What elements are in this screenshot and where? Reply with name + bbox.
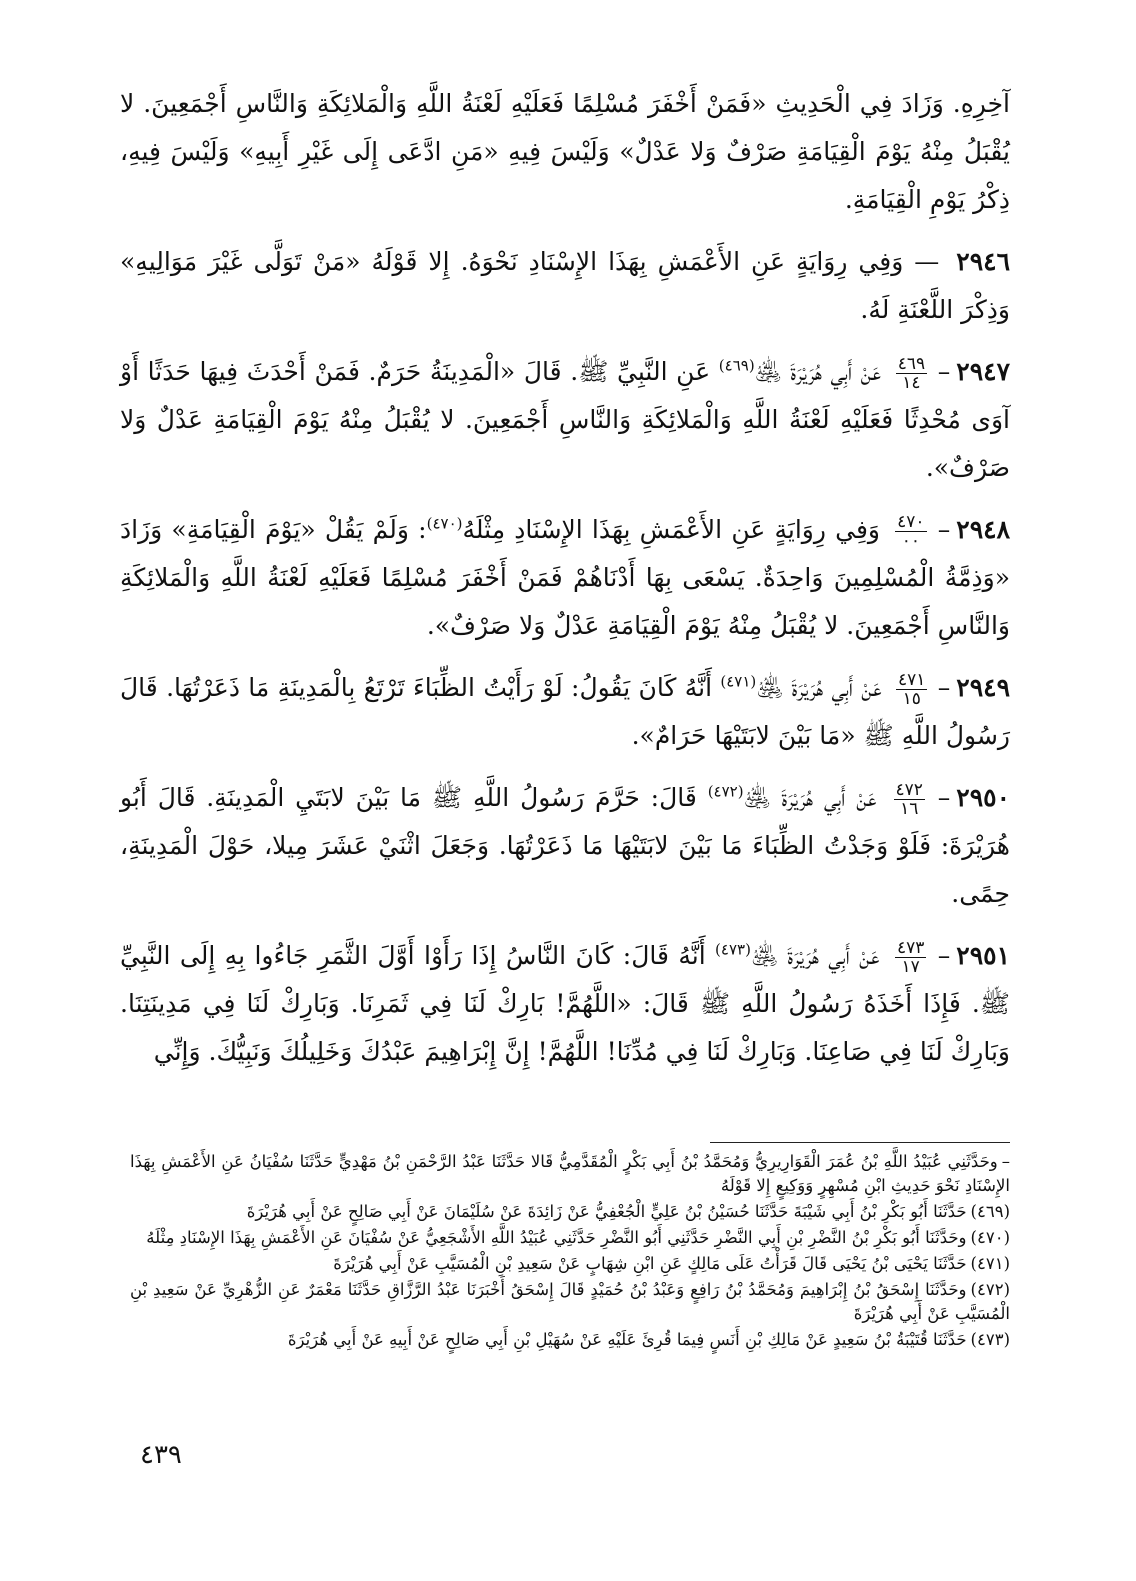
paragraph-text: أَنَّهُ قَالَ: كَانَ النَّاسُ إِذَا رَأَوْا أَوَّلَ الثَّمَرِ جَاءُوا بِهِ إِلَى النَّبِيِّ ﷺ. فَإِذَا أَخَذَهُ رَسُولُ اللَّهِ ﷺ قَالَ: «اللَّهُمَّ! بَارِكْ لَنَا فِي ثَمَرِنَا. وَبَارِكْ لَنَا فِي مَدِينَتِنَا. وَبَارِكْ لَنَا فِي صَاعِنَا. وَبَارِكْ لَنَا فِي مُدِّنَا! اللَّهُمَّ! إِنَّ إِبْرَاهِيمَ عَبْدُكَ وَخَلِيلُكَ وَنَبِيُّكَ. وَإِنِّي xyxy=(120,941,1010,1066)
hadith-number: ٢٩٤٨ xyxy=(956,515,1010,544)
footnote-text: وحَدَّثَنَا إِسْحَقُ بْنُ إِبْرَاهِيمَ وَمُحَمَّدُ بْنُ رَافِعٍ وَعَبْدُ بْنُ حُمَيْدٍ قَالَ إِسْحَقُ أَخْبَرَنَا عَبْدُ الرَّزَّاقِ حَدَّثَنَا مَعْمَرٌ عَنِ الزُّهْرِيِّ عَنْ سَعِيدِ بْنِ الْمُسَيَّبِ عَنْ أَبِي هُرَيْرَةَ xyxy=(130,1280,1010,1323)
footnote-ref[interactable]: (٤٦٩) xyxy=(718,356,755,375)
hadith-number: ٢٩٤٧ xyxy=(956,357,1010,386)
footnotes xyxy=(130,1150,1010,1354)
footnote-label: (٤٧٠) xyxy=(970,1228,1010,1247)
footnote-text: وحَدَّثَنَا أَبُو بَكْرِ بْنُ النَّضْرِ بْنِ أَبِي النَّضْرِ حَدَّثَنِي أَبُو النَّضْرِ حَدَّثَنِي عُبَيْدُ اللَّهِ الأَشْجَعِيُّ عَنْ سُفْيَانَ عَنِ الأَعْمَشِ بِهَذَا الإِسْنَادِ مِثْلَهُ xyxy=(146,1228,967,1247)
footnote-ref[interactable]: (٤٧١) xyxy=(720,672,757,691)
footnote-label: (٤٧٣) xyxy=(970,1330,1010,1349)
hadith-2948: ٢٩٤٨– $\frac{٤٧٠}{٠٠}$ وَفِي رِوَايَةٍ عَنِ الأَعْمَشِ بِهَذَا الإِسْنَادِ مِثْلَهُ$^{(٤٧٠)}$: وَلَمْ يَقُلْ «يَوْمَ الْقِيَامَةِ» وَزَادَ «وَذِمَّةُ الْمُسْلِمِينَ وَاحِدَةٌ. يَسْعَى بِهَا أَدْنَاهُمْ فَمَنْ أَخْفَرَ مُسْلِمًا فَعَلَيْهِ لَعْنَةُ اللَّهِ وَالْمَلائِكَةِ وَالنَّاسِ أَجْمَعِينَ. لا يُقْبَلُ مِنْهُ يَوْمَ الْقِيَامَةِ عَدْلٌ وَلا صَرْفٌ». xyxy=(120,512,1010,640)
footnote-text: حَدَّثَنَا يَحْيَى بْنُ يَحْيَى قَالَ قَرَأْتُ عَلَى مَالِكٍ عَنِ ابْنِ شِهَابٍ عَنْ سَعِيدِ بْنِ الْمُسَيَّبِ عَنْ أَبِي هُرَيْرَةَ xyxy=(333,1254,967,1273)
footnote-ref[interactable]: (٤٧٢) xyxy=(707,782,744,801)
footnote-item xyxy=(130,1252,1010,1276)
main-text xyxy=(120,80,1010,1090)
footnote-label: (٤٧١) xyxy=(970,1254,1010,1273)
footnote-label: (٤٧٢) xyxy=(970,1280,1010,1299)
hadith-2950: ٢٩٥٠– $\frac{٤٧٢}{١٦}$ عَنْ أَبِي هُرَيْرَةَ ﵁$^{(٤٧٢)}$ قَالَ: حَرَّمَ رَسُولُ اللَّهِ ﷺ مَا بَيْنَ لابَتَيِ الْمَدِينَةِ. قَالَ أَبُو هُرَيْرَةَ: فَلَوْ وَجَدْتُ الظِّبَاءَ مَا بَيْنَ لابَتَيْهَا مَا ذَعَرْتُهَا. وَجَعَلَ اثْنَيْ عَشَرَ مِيلا، حَوْلَ الْمَدِينَةِ، حِمًى. xyxy=(120,780,1010,908)
footnote-label: (٤٦٩) xyxy=(970,1202,1010,1221)
hadith-2946 xyxy=(120,238,1010,334)
hadith-fraction: $\frac{٤٧١}{١٥}$ xyxy=(898,670,926,709)
hadith-fraction: $\frac{٤٧٣}{١٧}$ xyxy=(896,938,925,977)
hadith-2951: ٢٩٥١– $\frac{٤٧٣}{١٧}$ عَنْ أَبِي هُرَيْرَةَ ﵁$^{(٤٧٣)}$ أَنَّهُ قَالَ: كَانَ النَّاسُ إِذَا رَأَوْا أَوَّلَ الثَّمَرِ جَاءُوا بِهِ إِلَى النَّبِيِّ ﷺ. فَإِذَا أَخَذَهُ رَسُولُ اللَّهِ ﷺ قَالَ: «اللَّهُمَّ! بَارِكْ لَنَا فِي ثَمَرِنَا. وَبَارِكْ لَنَا فِي مَدِينَتِنَا. وَبَارِكْ لَنَا فِي صَاعِنَا. وَبَارِكْ لَنَا فِي مُدِّنَا! اللَّهُمَّ! إِنَّ إِبْرَاهِيمَ عَبْدُكَ وَخَلِيلُكَ وَنَبِيُّكَ. وَإِنِّي xyxy=(120,938,1010,1066)
paragraph-continuation xyxy=(120,80,1010,224)
paragraph-text: عَنْ أَبِي هُرَيْرَةَ ﵁ xyxy=(750,941,880,970)
paragraph-text: عَنْ أَبِي هُرَيْرَةَ ﵁ xyxy=(754,357,882,386)
footnote-ref[interactable]: (٤٧٣) xyxy=(715,940,751,959)
hadith-2947: ٢٩٤٧– $\frac{٤٦٩}{١٤}$ عَنْ أَبِي هُرَيْرَةَ ﵁$^{(٤٦٩)}$ عَنِ النَّبِيِّ ﷺ. قَالَ «الْمَدِينَةُ حَرَمٌ. فَمَنْ أَحْدَثَ فِيهَا حَدَثًا أَوْ آوَى مُحْدِثًا فَعَلَيْهِ لَعْنَةُ اللَّهِ وَالْمَلائِكَةِ وَالنَّاسِ أَجْمَعِينَ. لا يُقْبَلُ مِنْهُ يَوْمَ الْقِيَامَةِ عَدْلٌ وَلا صَرْفٌ». xyxy=(120,354,1010,482)
footnote-text: حَدَّثَنَا قُتَيْبَةُ بْنُ سَعِيدٍ عَنْ مَالِكِ بْنِ أَنَسٍ فِيمَا قُرِئَ عَلَيْهِ عَنْ سُهَيْلِ بْنِ أَبِي صَالِحٍ عَنْ أَبِيهِ عَنْ أَبِي هُرَيْرَةَ xyxy=(287,1330,967,1349)
paragraph-text: قَالَ: حَرَّمَ رَسُولُ اللَّهِ ﷺ مَا بَيْنَ لابَتَيِ الْمَدِينَةِ. قَالَ أَبُو هُرَيْرَةَ: فَلَوْ وَجَدْتُ الظِّبَاءَ مَا بَيْنَ لابَتَيْهَا مَا ذَعَرْتُهَا. وَجَعَلَ اثْنَيْ عَشَرَ مِيلا، حَوْلَ الْمَدِينَةِ، حِمًى. xyxy=(120,783,1010,908)
page-number: ٤٣٩ xyxy=(140,1440,182,1470)
hadith-number: ٢٩٥١ xyxy=(956,941,1010,970)
hadith-fraction: $\frac{٤٦٩}{١٤}$ xyxy=(897,354,926,393)
hadith-number: ٢٩٤٩ xyxy=(956,673,1010,702)
paragraph-text: عَنْ أَبِي هُرَيْرَةَ ﵁ xyxy=(743,783,877,812)
hadith-number: ٢٩٥٠ xyxy=(956,783,1010,812)
hadith-fraction: $\frac{٤٧٠}{٠٠}$ xyxy=(897,512,925,551)
footnote-item xyxy=(130,1150,1010,1198)
footnote-item xyxy=(130,1328,1010,1352)
hadith-number: ٢٩٤٦ xyxy=(956,247,1010,276)
footnote-item xyxy=(130,1278,1010,1326)
footnote-text: وحَدَّثَنِي عُبَيْدُ اللَّهِ بْنُ عُمَرَ الْقَوَارِيرِيُّ وَمُحَمَّدُ بْنُ أَبِي بَكْرٍ الْمُقَدَّمِيُّ قَالا حَدَّثَنَا عَبْدُ الرَّحْمَنِ بْنُ مَهْدِيٍّ حَدَّثَنَا سُفْيَانُ عَنِ الأَعْمَشِ بِهَذَا الإِسْنَادِ نَحْوَ حَدِيثِ ابْنِ مُسْهِرٍ وَوَكِيعٍ إِلا قَوْلَهُ xyxy=(130,1152,1010,1195)
hadith-fraction: $\frac{٤٧٢}{١٦}$ xyxy=(895,780,923,819)
paragraph-text: عَنِ النَّبِيِّ ﷺ. قَالَ «الْمَدِينَةُ حَرَمٌ. فَمَنْ أَحْدَثَ فِيهَا حَدَثًا أَوْ آوَى مُحْدِثًا فَعَلَيْهِ لَعْنَةُ اللَّهِ وَالْمَلائِكَةِ وَالنَّاسِ أَجْمَعِينَ. لا يُقْبَلُ مِنْهُ يَوْمَ الْقِيَامَةِ عَدْلٌ وَلا صَرْفٌ». xyxy=(120,357,1010,482)
footnote-ref[interactable]: (٤٧٠) xyxy=(426,514,463,533)
paragraph-text: وَفِي رِوَايَةٍ عَنِ الأَعْمَشِ بِهَذَا الإِسْنَادِ مِثْلَهُ xyxy=(462,515,880,544)
hadith-2949: ٢٩٤٩– $\frac{٤٧١}{١٥}$ عَنْ أَبِي هُرَيْرَةَ ﵁$^{(٤٧١)}$ أَنَّهُ كَانَ يَقُولُ: لَوْ رَأَيْتُ الظِّبَاءَ تَرْتَعُ بِالْمَدِينَةِ مَا ذَعَرْتُهَا. قَالَ رَسُولُ اللَّهِ ﷺ «مَا بَيْنَ لابَتَيْهَا حَرَامٌ». xyxy=(120,670,1010,750)
paragraph-text: — وَفِي رِوَايَةٍ عَنِ الأَعْمَشِ بِهَذَا الإِسْنَادِ نَحْوَهُ. إِلا قَوْلَهُ «مَنْ تَوَلَّى غَيْرَ مَوَالِيهِ» وَذِكْرَ اللَّعْنَةِ لَهُ. xyxy=(120,247,1010,324)
paragraph-text: : وَلَمْ يَقُلْ «يَوْمَ الْقِيَامَةِ» وَزَادَ «وَذِمَّةُ الْمُسْلِمِينَ وَاحِدَةٌ. يَسْعَى بِهَا أَدْنَاهُمْ فَمَنْ أَخْفَرَ مُسْلِمًا فَعَلَيْهِ لَعْنَةُ اللَّهِ وَالْمَلائِكَةِ وَالنَّاسِ أَجْمَعِينَ. لا يُقْبَلُ مِنْهُ يَوْمَ الْقِيَامَةِ عَدْلٌ وَلا صَرْفٌ». xyxy=(120,515,1010,640)
footnote-item xyxy=(130,1200,1010,1224)
paragraph-text: آخِرِهِ. وَزَادَ فِي الْحَدِيثِ «فَمَنْ أَخْفَرَ مُسْلِمًا فَعَلَيْهِ لَعْنَةُ اللَّهِ وَالْمَلائِكَةِ وَالنَّاسِ أَجْمَعِينَ. لا يُقْبَلُ مِنْهُ يَوْمَ الْقِيَامَةِ صَرْفٌ وَلا عَدْلٌ» وَلَيْسَ فِيهِ «مَنِ ادَّعَى إِلَى غَيْرِ أَبِيهِ» وَلَيْسَ فِيهِ، ذِكْرُ يَوْمِ الْقِيَامَةِ. xyxy=(120,89,1010,214)
paragraph-text: أَنَّهُ كَانَ يَقُولُ: لَوْ رَأَيْتُ الظِّبَاءَ تَرْتَعُ بِالْمَدِينَةِ مَا ذَعَرْتُهَا. قَالَ رَسُولُ اللَّهِ ﷺ «مَا بَيْنَ لابَتَيْهَا حَرَامٌ». xyxy=(120,673,1010,750)
paragraph-text: عَنْ أَبِي هُرَيْرَةَ ﵁ xyxy=(756,673,882,702)
footnote-label: – xyxy=(1001,1152,1010,1171)
footnote-divider xyxy=(710,1142,1010,1143)
footnote-item xyxy=(130,1226,1010,1250)
footnote-text: حَدَّثَنَا أَبُو بَكْرِ بْنُ أَبِي شَيْبَةَ حَدَّثَنَا حُسَيْنُ بْنُ عَلِيٍّ الْجُعْفِيُّ عَنْ زَائِدَةَ عَنْ سُلَيْمَانَ عَنْ أَبِي صَالِحٍ عَنْ أَبِي هُرَيْرَةَ xyxy=(246,1202,967,1221)
